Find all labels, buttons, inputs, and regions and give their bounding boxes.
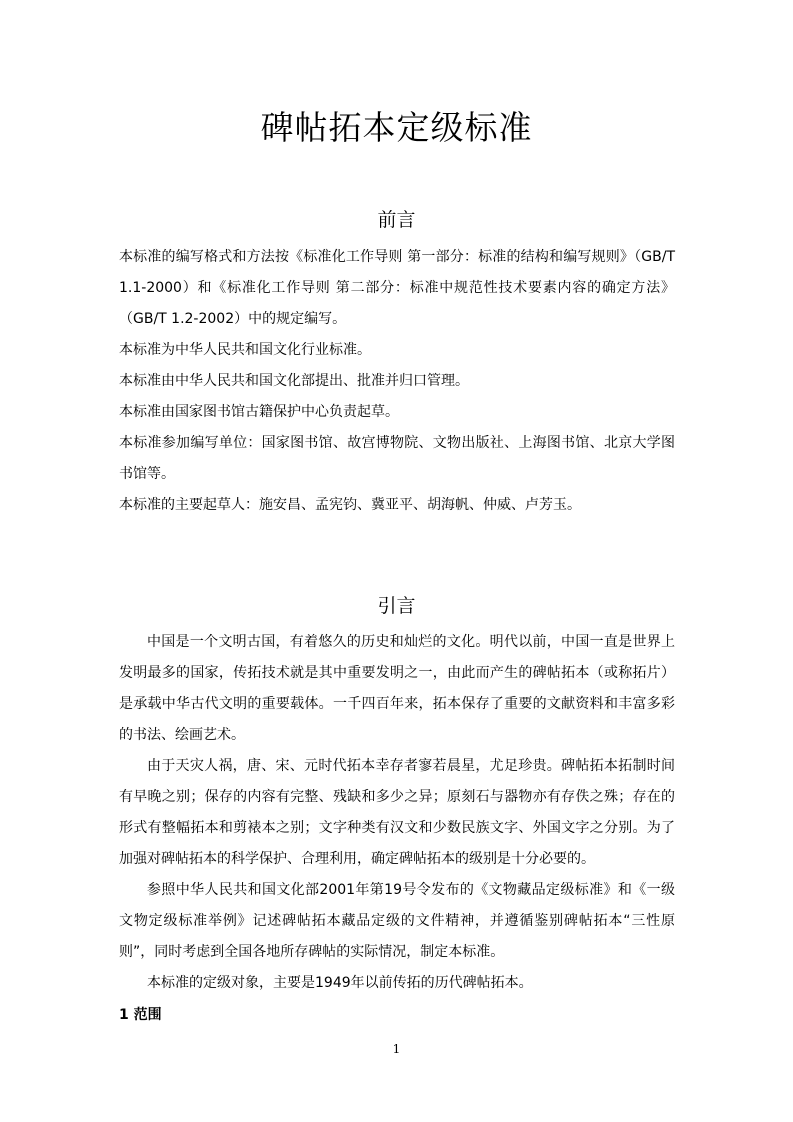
foreword-paragraph: 本标准由国家图书馆古籍保护中心负责起草。 [119,404,399,420]
foreword-paragraph: 本标准为中华人民共和国文化行业标准。 [119,342,371,358]
foreword-paragraph: 本标准的编写格式和方法按《标准化工作导则 第一部分：标准的结构和编写规则》（GB/T 1.1-2000）和《标准化工作导则 第二部分：标准中规范性技术要素内容的确定方法》（GB/T 1.2-2002）中的规定编写。 [119,249,675,327]
page-number: 1 [392,1042,401,1056]
introduction-paragraph: 本标准的定级对象，主要是1949年以前传拓的历代碑帖拓本。 [147,975,533,991]
foreword-paragraph: 本标准参加编写单位：国家图书馆、故宫博物院、文物出版社、上海图书馆、北京大学图书馆等。 [119,435,675,482]
introduction-heading: 引言 [377,595,416,617]
foreword-paragraph: 本标准由中华人民共和国文化部提出、批准并归口管理。 [119,373,469,389]
introduction-body [119,627,675,999]
document-title: 碑帖拓本定级标准 [260,108,533,147]
foreword-body [119,242,675,521]
introduction-paragraph: 由于天灾人祸，唐、宋、元时代拓本幸存者寥若晨星，尤足珍贵。碑帖拓本拓制时间有早晚之别；保存的内容有完整、残缺和多少之异；原刻石与器物亦有存佚之殊；存在的形式有整幅拓本和剪裱本之别；文字种类有汉文和少数民族文字、外国文字之分别。为了加强对碑帖拓本的科学保护、合理利用，确定碑帖拓本的级别是十分必要的。 [119,758,675,867]
introduction-paragraph: 中国是一个文明古国，有着悠久的历史和灿烂的文化。明代以前，中国一直是世界上发明最多的国家，传拓技术就是其中重要发明之一，由此而产生的碑帖拓本（或称拓片）是承载中华古代文明的重要载体。一千四百年来，拓本保存了重要的文献资料和丰富多彩的书法、绘画艺术。 [119,634,675,743]
scope-section-heading: 1 范围 [119,1007,162,1023]
introduction-paragraph: 参照中华人民共和国文化部2001年第19号令发布的《文物藏品定级标准》和《一级文物定级标准举例》记述碑帖拓本藏品定级的文件精神，并遵循鉴别碑帖拓本“三性原则”，同时考虑到全国各地所存碑帖的实际情况，制定本标准。 [119,882,675,960]
foreword-heading: 前言 [377,209,416,231]
foreword-paragraph: 本标准的主要起草人：施安昌、孟宪钧、冀亚平、胡海帆、仲威、卢芳玉。 [119,497,581,513]
